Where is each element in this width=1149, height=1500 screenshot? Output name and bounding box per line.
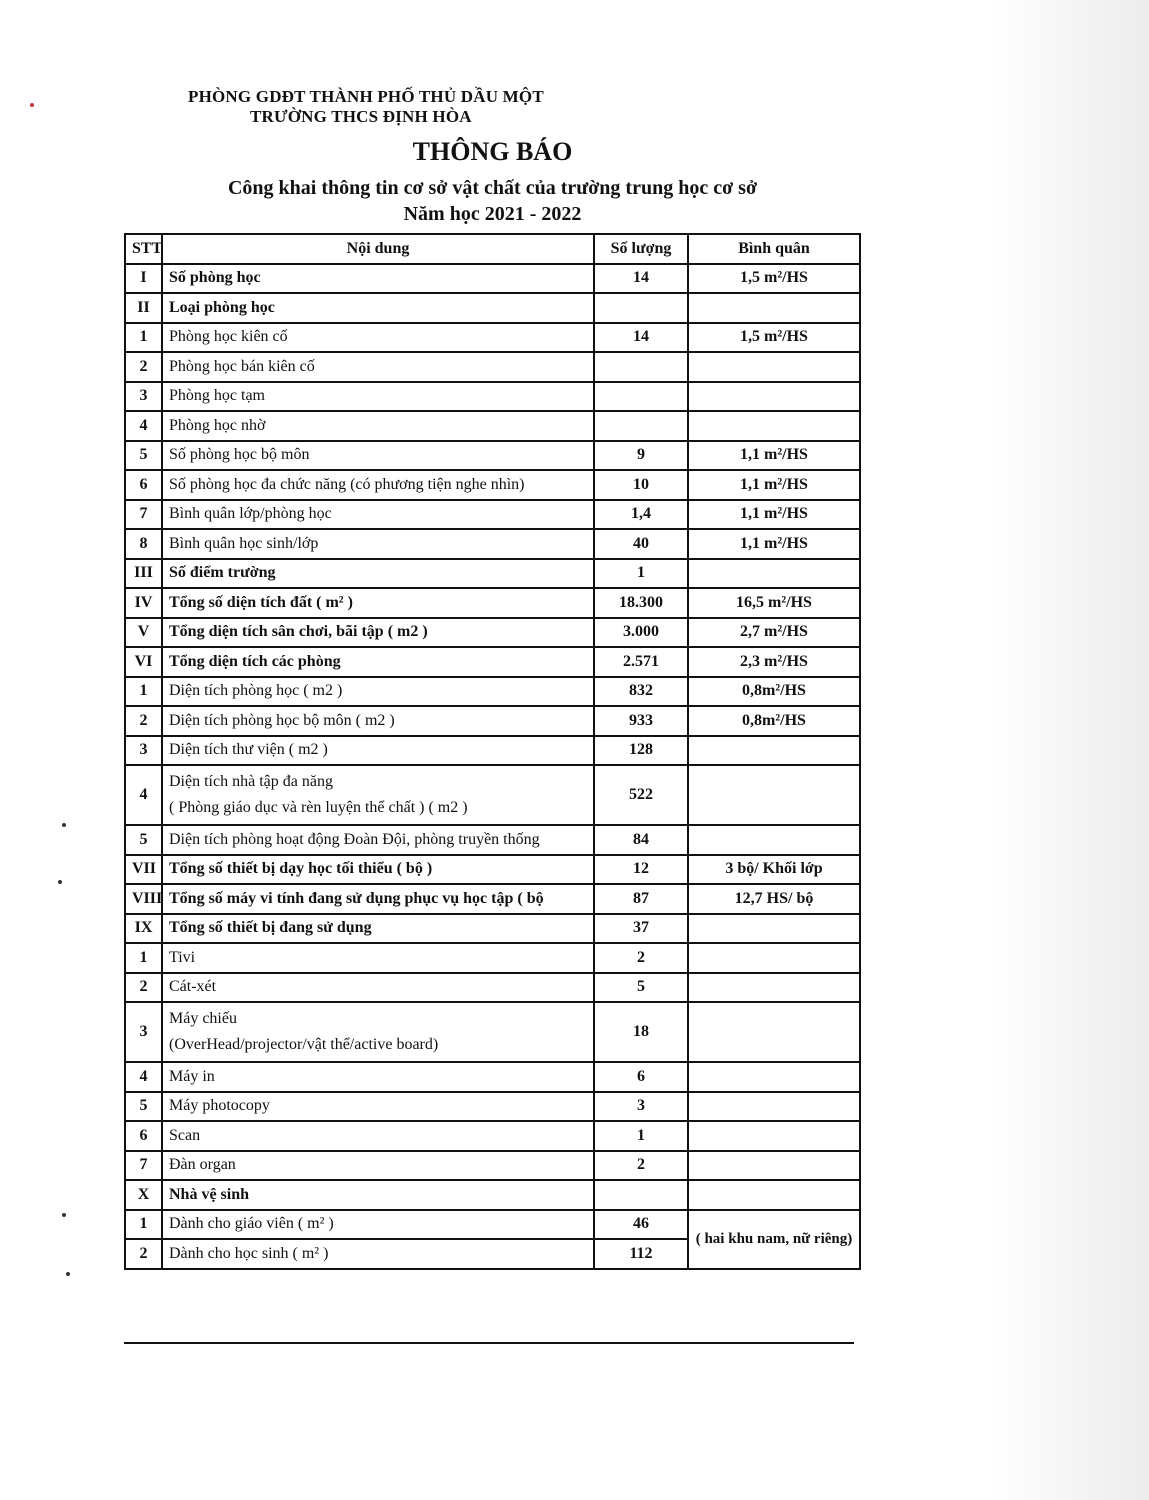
cell-average: 1,5 m²/HS	[688, 323, 860, 353]
table-row	[125, 1180, 860, 1210]
cell-average: 1,1 m²/HS	[688, 529, 860, 559]
cell-average	[688, 1092, 860, 1122]
cell-quantity: 2	[594, 1151, 688, 1181]
table-row	[125, 500, 860, 530]
cell-stt: 1	[125, 677, 162, 707]
table-row	[125, 825, 860, 855]
cell-average: 12,7 HS/ bộ	[688, 884, 860, 914]
cell-quantity: 10	[594, 470, 688, 500]
table-row	[125, 855, 860, 885]
cell-average	[688, 352, 860, 382]
column-header-average: Bình quân	[688, 234, 860, 264]
cell-average: 1,1 m²/HS	[688, 441, 860, 471]
table-row	[125, 588, 860, 618]
cell-content: Tổng số thiết bị dạy học tối thiểu ( bộ )	[162, 855, 594, 885]
table-row	[125, 973, 860, 1003]
cell-average	[688, 1002, 860, 1062]
cell-content: Số phòng học bộ môn	[162, 441, 594, 471]
cell-average	[688, 825, 860, 855]
cell-average	[688, 1151, 860, 1181]
cell-quantity: 112	[594, 1239, 688, 1269]
cell-content: Tổng diện tích sân chơi, bãi tập ( m2 )	[162, 618, 594, 648]
cell-average	[688, 973, 860, 1003]
table-row	[125, 1121, 860, 1151]
cell-content: Dành cho giáo viên ( m² )	[162, 1210, 594, 1240]
document-title: THÔNG BÁO	[412, 137, 573, 166]
cell-content: Số phòng học đa chức năng (có phương tiện nghe nhìn)	[162, 470, 594, 500]
document-subtitle: Công khai thông tin cơ sở vật chất của trường trung học cơ sở	[227, 177, 758, 199]
cell-average	[688, 293, 860, 323]
cell-average	[688, 1180, 860, 1210]
cell-content	[162, 765, 594, 825]
cell-content-line2: (OverHead/projector/vật thể/active board)	[169, 1036, 439, 1053]
cell-stt: 2	[125, 706, 162, 736]
table-row	[125, 323, 860, 353]
table-row	[125, 914, 860, 944]
cell-stt: 5	[125, 825, 162, 855]
cell-content: Tổng số máy vi tính đang sử dụng phục vụ học tập ( bộ	[162, 884, 594, 914]
table-row	[125, 411, 860, 441]
cell-content: Tổng diện tích các phòng	[162, 647, 594, 677]
cell-stt: 4	[125, 411, 162, 441]
cell-content: Diện tích thư viện ( m2 )	[162, 736, 594, 766]
cell-stt: VIII	[125, 884, 162, 914]
cell-stt: 2	[125, 352, 162, 382]
cell-stt: 1	[125, 943, 162, 973]
cell-quantity: 128	[594, 736, 688, 766]
footer-rule	[124, 1342, 854, 1344]
cell-content: Tổng số diện tích đất ( m² )	[162, 588, 594, 618]
cell-content: Số điểm trường	[162, 559, 594, 589]
cell-stt: 1	[125, 323, 162, 353]
scan-speck	[66, 1272, 70, 1276]
cell-quantity: 2.571	[594, 647, 688, 677]
cell-content: Dành cho học sinh ( m² )	[162, 1239, 594, 1269]
cell-content: Phòng học kiên cố	[162, 323, 594, 353]
cell-average	[688, 559, 860, 589]
school-year: Năm học 2021 - 2022	[403, 203, 582, 225]
column-header-stt: STT	[125, 234, 162, 264]
table-row	[125, 618, 860, 648]
cell-content: Diện tích phòng học bộ môn ( m2 )	[162, 706, 594, 736]
cell-quantity: 1,4	[594, 500, 688, 530]
department-name: PHÒNG GDĐT THÀNH PHỐ THỦ DẦU MỘT	[188, 87, 544, 106]
table-header-row	[125, 234, 860, 264]
cell-content: Phòng học tạm	[162, 382, 594, 412]
cell-quantity: 1	[594, 1121, 688, 1151]
table-row	[125, 529, 860, 559]
table-row	[125, 470, 860, 500]
cell-average: 2,3 m²/HS	[688, 647, 860, 677]
cell-stt: I	[125, 264, 162, 294]
scan-speck	[58, 880, 62, 884]
cell-average: 3 bộ/ Khối lớp	[688, 855, 860, 885]
cell-stt: V	[125, 618, 162, 648]
scan-speck	[62, 823, 66, 827]
cell-quantity: 1	[594, 559, 688, 589]
cell-stt: 1	[125, 1210, 162, 1240]
cell-quantity	[594, 411, 688, 441]
table-row	[125, 677, 860, 707]
cell-average: 16,5 m²/HS	[688, 588, 860, 618]
cell-stt: 4	[125, 1062, 162, 1092]
cell-content-line2: ( Phòng giáo dục và rèn luyện thể chất ) ( m2 )	[169, 799, 468, 816]
cell-quantity: 9	[594, 441, 688, 471]
cell-content: Diện tích phòng hoạt động Đoàn Đội, phòng truyền thống	[162, 825, 594, 855]
cell-quantity	[594, 1180, 688, 1210]
cell-average	[688, 411, 860, 441]
column-header-content: Nội dung	[162, 234, 594, 264]
cell-content: Máy in	[162, 1062, 594, 1092]
cell-stt: III	[125, 559, 162, 589]
column-header-quantity: Số lượng	[594, 234, 688, 264]
cell-content: Scan	[162, 1121, 594, 1151]
cell-average	[688, 765, 860, 825]
cell-quantity	[594, 382, 688, 412]
table-row	[125, 1002, 860, 1062]
cell-quantity: 14	[594, 264, 688, 294]
table-row	[125, 884, 860, 914]
cell-stt: 3	[125, 1002, 162, 1062]
table-row	[125, 559, 860, 589]
cell-stt: IX	[125, 914, 162, 944]
table-row	[125, 765, 860, 825]
cell-stt: 3	[125, 382, 162, 412]
table-row	[125, 1092, 860, 1122]
table-row	[125, 1062, 860, 1092]
table-row	[125, 441, 860, 471]
table-row	[125, 352, 860, 382]
cell-stt: 5	[125, 441, 162, 471]
table-row	[125, 264, 860, 294]
cell-stt: 7	[125, 1151, 162, 1181]
cell-content: Cát-xét	[162, 973, 594, 1003]
cell-average	[688, 914, 860, 944]
cell-stt: 2	[125, 973, 162, 1003]
cell-content	[162, 1002, 594, 1062]
table-row	[125, 736, 860, 766]
cell-content: Phòng học bán kiên cố	[162, 352, 594, 382]
scan-shadow	[989, 0, 1149, 1500]
cell-average: 1,1 m²/HS	[688, 470, 860, 500]
cell-average	[688, 382, 860, 412]
cell-quantity: 12	[594, 855, 688, 885]
cell-stt: 6	[125, 470, 162, 500]
table-row	[125, 1210, 860, 1240]
cell-content: Đàn organ	[162, 1151, 594, 1181]
cell-quantity: 18	[594, 1002, 688, 1062]
cell-content: Loại phòng học	[162, 293, 594, 323]
cell-quantity: 40	[594, 529, 688, 559]
cell-quantity: 87	[594, 884, 688, 914]
cell-average: 0,8m²/HS	[688, 677, 860, 707]
table-row	[125, 382, 860, 412]
cell-stt: 3	[125, 736, 162, 766]
cell-content: Diện tích phòng học ( m2 )	[162, 677, 594, 707]
table-row	[125, 647, 860, 677]
cell-content: Bình quân học sinh/lớp	[162, 529, 594, 559]
cell-stt: 6	[125, 1121, 162, 1151]
cell-average: 2,7 m²/HS	[688, 618, 860, 648]
cell-average: 0,8m²/HS	[688, 706, 860, 736]
table-row	[125, 1151, 860, 1181]
school-name: TRƯỜNG THCS ĐỊNH HÒA	[250, 107, 472, 126]
cell-average	[688, 1062, 860, 1092]
cell-quantity: 6	[594, 1062, 688, 1092]
cell-stt: 2	[125, 1239, 162, 1269]
cell-content: Bình quân lớp/phòng học	[162, 500, 594, 530]
cell-content-line1: Diện tích nhà tập đa năng	[169, 773, 333, 791]
cell-quantity: 3	[594, 1092, 688, 1122]
table-row	[125, 706, 860, 736]
cell-quantity: 37	[594, 914, 688, 944]
cell-content: Phòng học nhờ	[162, 411, 594, 441]
cell-quantity: 5	[594, 973, 688, 1003]
cell-content: Máy photocopy	[162, 1092, 594, 1122]
table-body	[125, 264, 860, 1269]
cell-content: Tivi	[162, 943, 594, 973]
cell-quantity	[594, 352, 688, 382]
cell-stt: 8	[125, 529, 162, 559]
cell-quantity: 522	[594, 765, 688, 825]
cell-stt: VII	[125, 855, 162, 885]
cell-quantity: 84	[594, 825, 688, 855]
cell-average-merged: ( hai khu nam, nữ riêng)	[688, 1210, 860, 1269]
cell-quantity: 832	[594, 677, 688, 707]
cell-average	[688, 736, 860, 766]
cell-content-line1: Máy chiếu	[169, 1010, 237, 1028]
cell-content: Nhà vệ sinh	[162, 1180, 594, 1210]
cell-quantity: 18.300	[594, 588, 688, 618]
cell-average	[688, 943, 860, 973]
cell-stt: IV	[125, 588, 162, 618]
cell-stt: 4	[125, 765, 162, 825]
scan-speck	[62, 1213, 66, 1217]
cell-average: 1,5 m²/HS	[688, 264, 860, 294]
cell-quantity: 46	[594, 1210, 688, 1240]
cell-quantity: 14	[594, 323, 688, 353]
cell-stt: II	[125, 293, 162, 323]
cell-quantity: 3.000	[594, 618, 688, 648]
table-row	[125, 293, 860, 323]
table-row	[125, 943, 860, 973]
cell-stt: 7	[125, 500, 162, 530]
cell-stt: VI	[125, 647, 162, 677]
facility-table	[124, 233, 861, 1270]
cell-quantity	[594, 293, 688, 323]
cell-average: 1,1 m²/HS	[688, 500, 860, 530]
cell-content: Tổng số thiết bị đang sử dụng	[162, 914, 594, 944]
cell-stt: 5	[125, 1092, 162, 1122]
scan-speck	[30, 103, 34, 107]
cell-average	[688, 1121, 860, 1151]
cell-quantity: 2	[594, 943, 688, 973]
cell-quantity: 933	[594, 706, 688, 736]
cell-content: Số phòng học	[162, 264, 594, 294]
cell-stt: X	[125, 1180, 162, 1210]
